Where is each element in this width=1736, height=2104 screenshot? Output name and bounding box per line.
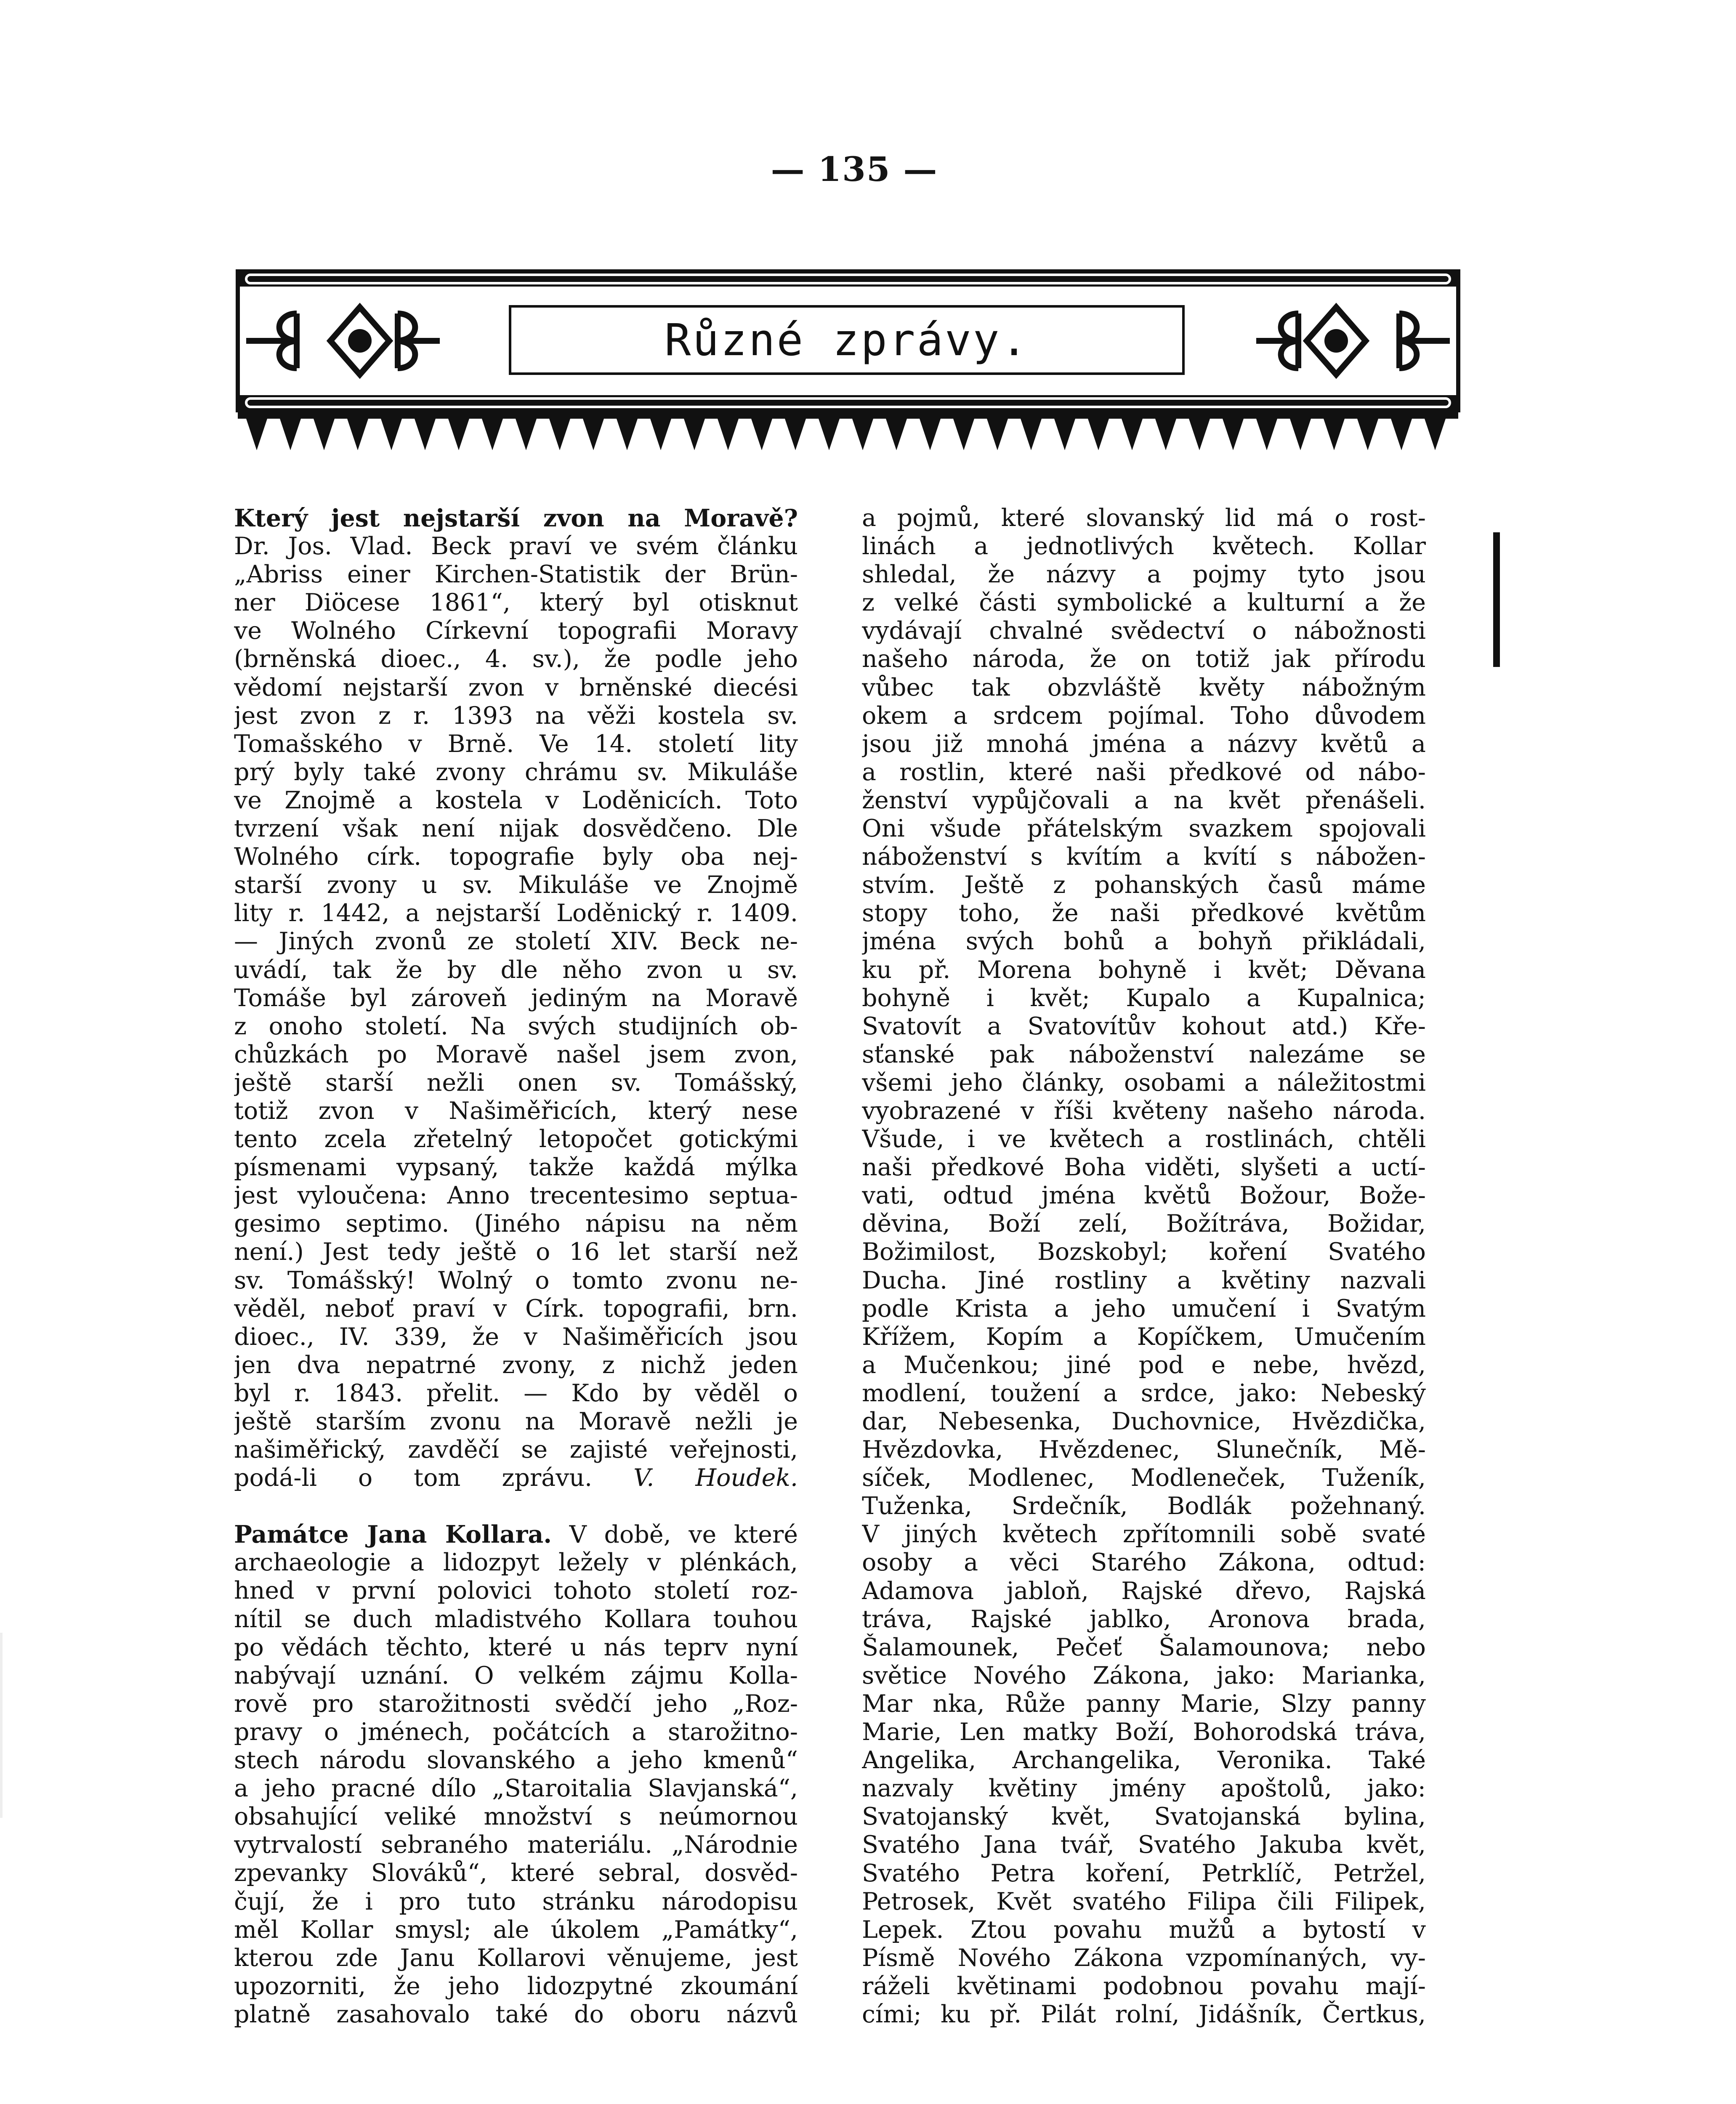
text-line: podle Krista a jeho umučení i Svatým bbox=[862, 1294, 1426, 1323]
text-line: našiměřický, zavděčí se zajisté veřejnosti, bbox=[234, 1436, 798, 1464]
text-line: nítil se duch mladistvého Kollara touhou bbox=[234, 1605, 798, 1633]
text-line: a rostlin, které naši předkové od nábo- bbox=[862, 758, 1426, 786]
text-line: ještě starším zvonu na Moravě nežli je bbox=[234, 1408, 798, 1435]
text-line: Svatovít a Svatovítův kohout atd.) Kře- bbox=[862, 1012, 1426, 1040]
article-heading: Památce Jana Kollara. bbox=[234, 1520, 552, 1549]
text-line: z onoho století. Na svých studijních ob- bbox=[234, 1012, 798, 1040]
text-line: bohyně i květ; Kupalo a Kupalnica; bbox=[862, 984, 1426, 1012]
text-line: jména svých bohů a bohyň přikládali, bbox=[862, 927, 1426, 956]
text-line: ve Wolného Církevní topografii Moravy bbox=[234, 617, 798, 645]
left-column bbox=[234, 504, 798, 2029]
text-line: uvádí, tak že by dle něho zvon u sv. bbox=[234, 956, 798, 984]
text-line: — Jiných zvonů ze století XIV. Beck ne- bbox=[234, 927, 798, 956]
text-line: kterou zde Janu Kollarovi věnujeme, jest bbox=[234, 1944, 798, 1972]
text-line: jest vyloučena: Anno trecentesimo septua- bbox=[234, 1182, 798, 1210]
text-line: ráželi květinami podobnou povahu mají- bbox=[862, 1972, 1426, 2000]
text-line: stech národu slovanského a jeho kmenů“ bbox=[234, 1746, 798, 1775]
text-line: „Abriss einer Kirchen-Statistik der Brün- bbox=[234, 561, 798, 589]
text-line: Písmě Nového Zákona vzpomínaných, vy- bbox=[862, 1944, 1426, 1972]
text-line: Marie, Len matky Boží, Bohorodská tráva, bbox=[862, 1718, 1426, 1746]
text-line: a Mučenkou; jiné pod e nebe, hvězd, bbox=[862, 1351, 1426, 1379]
text-run: podá-li o tom zprávu. bbox=[234, 1464, 593, 1492]
text-line: stopy toho, že naši předkové květům bbox=[862, 899, 1426, 927]
text-line: shledal, že názvy a pojmy tyto jsou bbox=[862, 561, 1426, 589]
text-line: Všude, i ve květech a rostlinách, chtěli bbox=[862, 1125, 1426, 1153]
text-line: Tuženka, Srdečník, Bodlák požehnaný. bbox=[862, 1492, 1426, 1520]
text-line: linách a jednotlivých květech. Kollar bbox=[862, 532, 1426, 561]
text-line bbox=[234, 1464, 798, 1492]
text-line: obsahující veliké množství s neúmornou bbox=[234, 1803, 798, 1831]
text-line: nabývají uznání. O velkém zájmu Kolla- bbox=[234, 1661, 798, 1690]
text-line: ještě starší nežli onen sv. Tomášský, bbox=[234, 1068, 798, 1097]
text-line: chůzkách po Moravě našel jsem zvon, bbox=[234, 1040, 798, 1068]
text-line: ve Znojmě a kostela v Loděnicích. Toto bbox=[234, 786, 798, 814]
text-line: tento zcela zřetelný letopočet gotickými bbox=[234, 1125, 798, 1153]
text-line: vědomí nejstarší zvon v brněnské diecési bbox=[234, 673, 798, 701]
text-line: nazvaly květiny jmény apoštolů, jako: bbox=[862, 1775, 1426, 1803]
text-line: věděl, neboť praví v Círk. topografii, brn. bbox=[234, 1294, 798, 1323]
text-line: z velké části symbolické a kulturní a že bbox=[862, 589, 1426, 617]
text-line: zpevanky Slováků“, které sebral, dosvěd- bbox=[234, 1859, 798, 1887]
text-line: našeho národa, že on totiž jak přírodu bbox=[862, 645, 1426, 673]
text-line: Božimilost, Bozskobyl; koření Svatého bbox=[862, 1238, 1426, 1266]
text-line: Svatého Jana tvář, Svatého Jakuba květ, bbox=[862, 1831, 1426, 1859]
text-line: vytrvalostí sebraného materiálu. „Národnie bbox=[234, 1831, 798, 1859]
text-line: není.) Jest tedy ještě o 16 let starší než bbox=[234, 1238, 798, 1266]
text-line: dioec., IV. 339, že v Našiměřicích jsou bbox=[234, 1323, 798, 1351]
text-line: V jiných květech zpřítomnili sobě svaté bbox=[862, 1520, 1426, 1549]
text-line: ner Diöcese 1861“, který byl otisknut bbox=[234, 589, 798, 617]
text-line: Lepek. Ztou povahu mužů a bytostí v bbox=[862, 1915, 1426, 1944]
right-column bbox=[862, 504, 1426, 2029]
text-line: vyobrazené v říši květeny našeho národa. bbox=[862, 1097, 1426, 1125]
text-line: tráva, Rajské jablko, Aronova brada, bbox=[862, 1605, 1426, 1633]
text-line: Křížem, Kopím a Kopíčkem, Umučením bbox=[862, 1323, 1426, 1351]
text-line: světice Nového Zákona, jako: Marianka, bbox=[862, 1661, 1426, 1690]
text-line: upozorniti, že jeho lidozpytné zkoumání bbox=[234, 1972, 798, 2000]
text-line: děvina, Boží zelí, Božítráva, Božidar, bbox=[862, 1210, 1426, 1238]
text-line: archaeologie a lidozpyt ležely v plénkách, bbox=[234, 1549, 798, 1577]
text-run: V době, ve které bbox=[552, 1521, 798, 1549]
text-line: ženství vypůjčovali a na květ přenášeli. bbox=[862, 786, 1426, 814]
text-line: Ducha. Jiné rostliny a květiny nazvali bbox=[862, 1266, 1426, 1294]
text-line: Oni všude přátelským svazkem spojovali bbox=[862, 815, 1426, 843]
text-line: cími; ku př. Pilát rolní, Jidášník, Čertkus, bbox=[862, 2000, 1426, 2028]
text-line: Petrosek, Květ svatého Filipa čili Filipek, bbox=[862, 1887, 1426, 1915]
text-line: měl Kollar smysl; ale úkolem „Památky“, bbox=[234, 1915, 798, 1944]
text-line: vůbec tak obzvláště květy nábožným bbox=[862, 673, 1426, 701]
text-line: jsou již mnohá jména a názvy květů a bbox=[862, 730, 1426, 758]
text-line: Adamova jabloň, Rajské dřevo, Rajská bbox=[862, 1577, 1426, 1605]
text-line: hned v první polovici tohoto století roz- bbox=[234, 1577, 798, 1605]
scan-edge-mark bbox=[0, 1633, 3, 1818]
text-line: čují, že i pro tuto stránku národopisu bbox=[234, 1887, 798, 1915]
text-line: a pojmů, které slovanský lid má o rost- bbox=[862, 504, 1426, 532]
text-line: lity r. 1442, a nejstarší Loděnický r. 1409. bbox=[234, 899, 798, 927]
article-heading: Který jest nejstarší zvon na Moravě? bbox=[234, 504, 798, 532]
text-line: osoby a věci Starého Zákona, odtud: bbox=[862, 1549, 1426, 1577]
text-line: písmenami vypsaný, takže každá mýlka bbox=[234, 1153, 798, 1182]
text-line: stvím. Ještě z pohanských časů máme bbox=[862, 871, 1426, 899]
text-line: síček, Modlenec, Modleneček, Tuženík, bbox=[862, 1464, 1426, 1492]
text-line: náboženství s kvítím a kvítí s nábožen- bbox=[862, 843, 1426, 871]
text-line: (brněnská dioec., 4. sv.), že podle jeho bbox=[234, 645, 798, 673]
text-line: platně zasahovalo také do oboru názvů bbox=[234, 2000, 798, 2028]
text-line: všemi jeho články, osobami a náležitostmi bbox=[862, 1068, 1426, 1097]
text-line: tvrzení však není nijak dosvědčeno. Dle bbox=[234, 815, 798, 843]
text-line: sv. Tomášský! Wolný o tomto zvonu ne- bbox=[234, 1266, 798, 1294]
text-line: Svatojanský květ, Svatojanská bylina, bbox=[862, 1803, 1426, 1831]
text-line: jen dva nepatrné zvony, z nichž jeden bbox=[234, 1351, 798, 1379]
text-line: starší zvony u sv. Mikuláše ve Znojmě bbox=[234, 871, 798, 899]
text-line: vydávají chvalné svědectví o nábožnosti bbox=[862, 617, 1426, 645]
text-line: ku př. Morena bohyně i květ; Děvana bbox=[862, 956, 1426, 984]
text-line: Svatého Petra koření, Petrklíč, Petržel, bbox=[862, 1859, 1426, 1887]
text-line bbox=[234, 1520, 798, 1549]
text-line: rově pro starožitnosti svědčí jeho „Roz- bbox=[234, 1690, 798, 1718]
text-line: pravy o jménech, počátcích a starožitno- bbox=[234, 1718, 798, 1746]
text-line: Angelika, Archangelika, Veronika. Také bbox=[862, 1746, 1426, 1775]
text-line: sťanské pak náboženství nalezáme se bbox=[862, 1040, 1426, 1068]
page-number: — 135 — bbox=[771, 149, 938, 189]
text-line: Šalamounek, Pečeť Šalamounova; nebo bbox=[862, 1633, 1426, 1661]
text-line: prý byly také zvony chrámu sv. Mikuláše bbox=[234, 758, 798, 786]
text-line: Mar nka, Růže panny Marie, Slzy panny bbox=[862, 1690, 1426, 1718]
text-line: a jeho pracné dílo „Staroitalia Slavjanská“, bbox=[234, 1775, 798, 1803]
text-line: gesimo septimo. (Jiného nápisu na něm bbox=[234, 1210, 798, 1238]
text-line: Hvězdovka, Hvězdenec, Slunečník, Mě- bbox=[862, 1436, 1426, 1464]
text-line: naši předkové Boha viděti, slyšeti a uctí- bbox=[862, 1153, 1426, 1182]
text-line: byl r. 1843. přelit. — Kdo by věděl o bbox=[234, 1379, 798, 1407]
text-line: Dr. Jos. Vlad. Beck praví ve svém článku bbox=[234, 532, 798, 561]
section-title: Různé zprávy. bbox=[665, 314, 1029, 366]
text-line: dar, Nebesenka, Duchovnice, Hvězdička, bbox=[862, 1408, 1426, 1435]
text-line: Tomašského v Brně. Ve 14. století lity bbox=[234, 730, 798, 758]
text-line: Wolného círk. topografie byly oba nej- bbox=[234, 843, 798, 871]
text-line: jest zvon z r. 1393 na věži kostela sv. bbox=[234, 701, 798, 730]
text-line: vati, odtud jména květů Božour, Bože- bbox=[862, 1182, 1426, 1210]
author-signature: V. Houdek. bbox=[633, 1464, 798, 1492]
text-line: po vědách těchto, které u nás teprv nyní bbox=[234, 1633, 798, 1661]
text-line: totiž zvon v Našiměřicích, který nese bbox=[234, 1097, 798, 1125]
margin-mark bbox=[1493, 532, 1500, 667]
paragraph-gap bbox=[234, 1492, 798, 1520]
text-line: okem a srdcem pojímal. Toho důvodem bbox=[862, 701, 1426, 730]
text-line: modlení, toužení a srdce, jako: Nebeský bbox=[862, 1379, 1426, 1407]
text-line: Tomáše byl zároveň jediným na Moravě bbox=[234, 984, 798, 1012]
